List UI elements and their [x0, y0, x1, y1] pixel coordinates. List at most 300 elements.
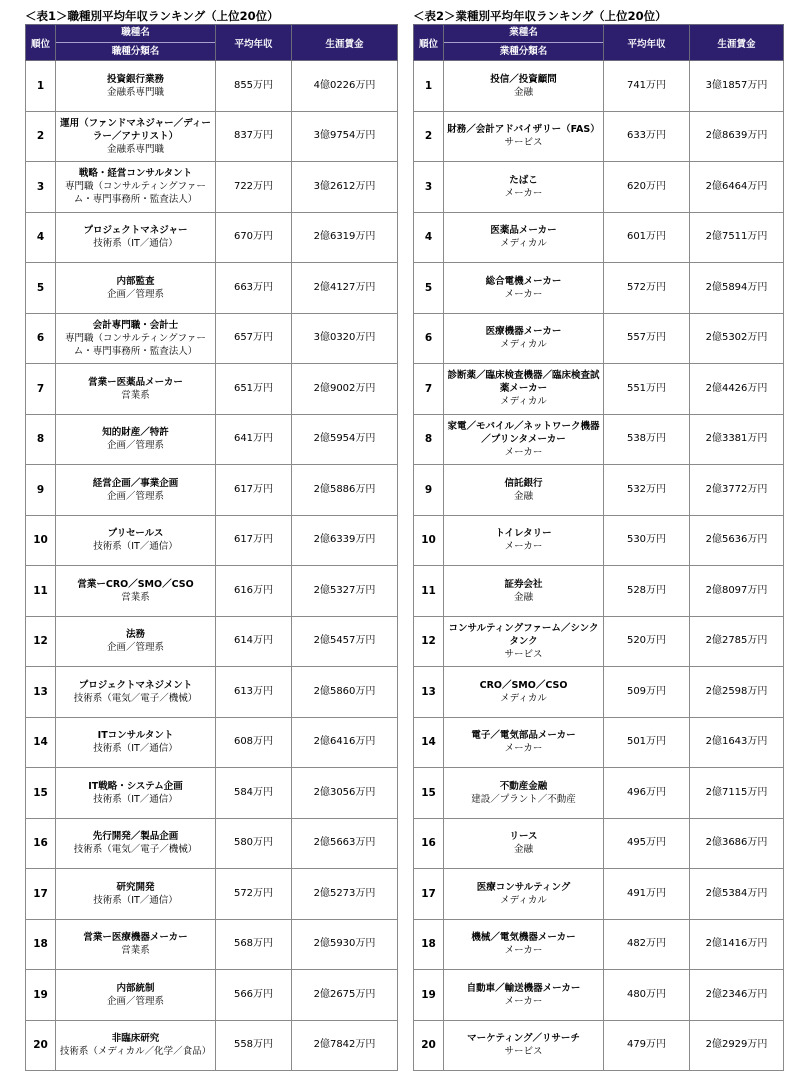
name-text: 自動車／輸送機器メーカー: [466, 982, 581, 994]
table-row: [414, 970, 784, 1021]
lifetime-wage-cell: 2億6464万円: [690, 162, 784, 213]
name-text: 営業ー医療機器メーカー: [83, 932, 188, 944]
category-text: メーカー: [504, 995, 543, 1007]
name-cell: [56, 1020, 216, 1071]
avg-salary-cell: 616万円: [216, 566, 292, 617]
category-text: メーカー: [504, 541, 543, 553]
rank-cell: 9: [414, 465, 444, 516]
category-text: 専門職（コンサルティングファーム・専門事務所・監査法人）: [65, 181, 206, 206]
job-ranking-panel: [25, 8, 397, 1071]
name-text: 営業ー医薬品メーカー: [88, 376, 183, 388]
avg-salary-cell: 855万円: [216, 61, 292, 112]
rank-cell: 3: [414, 162, 444, 213]
lifetime-wage-cell: 3億1857万円: [690, 61, 784, 112]
rank-cell: 5: [26, 263, 56, 314]
job-ranking-table: [25, 24, 398, 1071]
category-text: 技術系（IT／通信）: [93, 743, 178, 755]
avg-salary-cell: 551万円: [604, 364, 690, 415]
category-text: 金融: [513, 844, 533, 856]
lifetime-wage-cell: 2億3772万円: [690, 465, 784, 516]
name-text: プリセールス: [107, 528, 164, 540]
category-text: メディカル: [500, 339, 547, 351]
lifetime-wage-cell: 3億2612万円: [292, 162, 398, 213]
rank-cell: 9: [26, 465, 56, 516]
rank-cell: 18: [26, 919, 56, 970]
avg-salary-cell: 641万円: [216, 414, 292, 465]
avg-salary-cell: 633万円: [604, 111, 690, 162]
name-text: 家電／モバイル／ネットワーク機器／プリンタメーカー: [447, 420, 600, 445]
name-text: 会計専門職・会計士: [92, 319, 179, 331]
name-cell: [444, 465, 604, 516]
name-cell: [444, 1020, 604, 1071]
table-row: [414, 919, 784, 970]
name-cell: [444, 768, 604, 819]
rank-cell: 10: [414, 515, 444, 566]
name-text: 内部統制: [116, 982, 155, 994]
lifetime-wage-cell: 2億8097万円: [690, 566, 784, 617]
avg-salary-cell: 495万円: [604, 818, 690, 869]
lifetime-wage-cell: 2億5954万円: [292, 414, 398, 465]
table2-title: ＜表2＞業種別平均年収ランキング（上位20位）: [413, 9, 667, 23]
rank-cell: 15: [414, 768, 444, 819]
avg-salary-cell: 566万円: [216, 970, 292, 1021]
table-row: [414, 869, 784, 920]
table-row: [26, 869, 398, 920]
rank-cell: 17: [26, 869, 56, 920]
table-row: [26, 162, 398, 213]
lifetime-wage-cell: 2億2346万円: [690, 970, 784, 1021]
avg-salary-cell: 722万円: [216, 162, 292, 213]
category-text: 技術系（IT／通信）: [93, 793, 178, 805]
table1-header-avg: 平均年収: [216, 25, 292, 61]
avg-salary-cell: 614万円: [216, 616, 292, 667]
lifetime-wage-cell: 2億2598万円: [690, 667, 784, 718]
lifetime-wage-cell: 2億9002万円: [292, 364, 398, 415]
category-text: 金融: [513, 86, 533, 98]
rank-cell: 4: [26, 212, 56, 263]
category-text: 技術系（IT／通信）: [93, 238, 178, 250]
category-text: 企画／管理系: [106, 995, 164, 1007]
rank-cell: 2: [414, 111, 444, 162]
lifetime-wage-cell: 2億4127万円: [292, 263, 398, 314]
name-cell: [56, 263, 216, 314]
category-text: 建設／プラント／不動産: [471, 793, 576, 805]
rank-cell: 4: [414, 212, 444, 263]
lifetime-wage-cell: 2億5860万円: [292, 667, 398, 718]
name-cell: [56, 515, 216, 566]
rank-cell: 16: [26, 818, 56, 869]
lifetime-wage-cell: 2億7842万円: [292, 1020, 398, 1071]
table-row: [26, 970, 398, 1021]
avg-salary-cell: 501万円: [604, 717, 690, 768]
name-cell: [444, 970, 604, 1021]
avg-salary-cell: 530万円: [604, 515, 690, 566]
avg-salary-cell: 491万円: [604, 869, 690, 920]
avg-salary-cell: 509万円: [604, 667, 690, 718]
lifetime-wage-cell: 2億5930万円: [292, 919, 398, 970]
lifetime-wage-cell: 2億4426万円: [690, 364, 784, 415]
rank-cell: 12: [414, 616, 444, 667]
lifetime-wage-cell: 2億6416万円: [292, 717, 398, 768]
name-cell: [56, 869, 216, 920]
name-text: 投資銀行業務: [106, 73, 164, 85]
name-cell: [56, 364, 216, 415]
name-text: 機械／電気機器メーカー: [471, 932, 576, 944]
category-text: サービス: [504, 137, 543, 149]
name-text: 先行開発／製品企画: [92, 831, 179, 843]
name-cell: [56, 818, 216, 869]
rank-cell: 19: [26, 970, 56, 1021]
name-text: 経営企画／事業企画: [92, 477, 179, 489]
table2-header-avg: 平均年収: [604, 25, 690, 61]
table-row: [414, 616, 784, 667]
avg-salary-cell: 496万円: [604, 768, 690, 819]
table-row: [26, 364, 398, 415]
name-text: 証券会社: [504, 578, 543, 590]
industry-ranking-panel: [413, 8, 783, 1071]
avg-salary-cell: 613万円: [216, 667, 292, 718]
name-cell: [56, 667, 216, 718]
name-text: 戦略・経営コンサルタント: [78, 168, 193, 180]
name-cell: [56, 61, 216, 112]
lifetime-wage-cell: 2億3056万円: [292, 768, 398, 819]
name-text: トイレタリー: [495, 528, 552, 540]
table-row: [26, 111, 398, 162]
rank-cell: 2: [26, 111, 56, 162]
rank-cell: 10: [26, 515, 56, 566]
rank-cell: 7: [414, 364, 444, 415]
name-text: ITコンサルタント: [97, 730, 174, 742]
rank-cell: 13: [26, 667, 56, 718]
lifetime-wage-cell: 2億5636万円: [690, 515, 784, 566]
name-text: たばこ: [509, 174, 538, 186]
name-cell: [444, 61, 604, 112]
table-row: [414, 111, 784, 162]
rank-cell: 14: [414, 717, 444, 768]
category-text: 金融系専門職: [106, 143, 164, 155]
category-text: 技術系（電気／電子／機械）: [73, 844, 198, 856]
table1-header-category: 職種分類名: [56, 42, 215, 59]
avg-salary-cell: 617万円: [216, 465, 292, 516]
name-text: 医療コンサルティング: [476, 881, 571, 893]
avg-salary-cell: 479万円: [604, 1020, 690, 1071]
category-text: 技術系（IT／通信）: [93, 894, 178, 906]
rank-cell: 11: [26, 566, 56, 617]
lifetime-wage-cell: 2億2929万円: [690, 1020, 784, 1071]
lifetime-wage-cell: 2億5302万円: [690, 313, 784, 364]
name-cell: [444, 667, 604, 718]
name-cell: [56, 566, 216, 617]
name-text: マーケティング／リサーチ: [467, 1033, 580, 1045]
table2-body: [414, 61, 784, 1071]
table-row: [414, 364, 784, 415]
name-text: 非臨床研究: [111, 1033, 160, 1045]
lifetime-wage-cell: 3億9754万円: [292, 111, 398, 162]
avg-salary-cell: 580万円: [216, 818, 292, 869]
table-row: [26, 263, 398, 314]
name-cell: [444, 566, 604, 617]
lifetime-wage-cell: 2億5273万円: [292, 869, 398, 920]
rank-cell: 14: [26, 717, 56, 768]
rank-cell: 16: [414, 818, 444, 869]
name-text: 研究開発: [116, 881, 155, 893]
rank-cell: 3: [26, 162, 56, 213]
table-row: [26, 515, 398, 566]
avg-salary-cell: 741万円: [604, 61, 690, 112]
name-cell: [56, 212, 216, 263]
category-text: 営業系: [121, 945, 150, 957]
table-row: [26, 212, 398, 263]
table-row: [414, 313, 784, 364]
rank-cell: 19: [414, 970, 444, 1021]
table2-header-name-cell: [444, 25, 604, 61]
lifetime-wage-cell: 2億3686万円: [690, 818, 784, 869]
category-text: メーカー: [504, 743, 543, 755]
rank-cell: 12: [26, 616, 56, 667]
name-cell: [444, 515, 604, 566]
lifetime-wage-cell: 3億0320万円: [292, 313, 398, 364]
table-row: [414, 162, 784, 213]
table-row: [414, 212, 784, 263]
name-text: 医療機器メーカー: [485, 326, 562, 338]
table-row: [414, 768, 784, 819]
table2-header-category: 業種分類名: [444, 42, 603, 59]
lifetime-wage-cell: 2億5457万円: [292, 616, 398, 667]
name-cell: [56, 717, 216, 768]
lifetime-wage-cell: 2億6339万円: [292, 515, 398, 566]
name-text: 財務／会計アドバイザリー（FAS）: [447, 124, 600, 136]
table2-header-rank: 順位: [414, 25, 444, 61]
rank-cell: 5: [414, 263, 444, 314]
lifetime-wage-cell: 2億1416万円: [690, 919, 784, 970]
table-row: [414, 61, 784, 112]
name-text: IT戦略・システム企画: [88, 780, 183, 792]
lifetime-wage-cell: 2億5663万円: [292, 818, 398, 869]
table-row: [26, 717, 398, 768]
avg-salary-cell: 617万円: [216, 515, 292, 566]
category-text: 営業系: [121, 389, 150, 401]
category-text: 技術系（電気／電子／機械）: [73, 692, 198, 704]
name-cell: [56, 313, 216, 364]
rank-cell: 20: [414, 1020, 444, 1071]
avg-salary-cell: 601万円: [604, 212, 690, 263]
category-text: サービス: [504, 1046, 543, 1058]
avg-salary-cell: 558万円: [216, 1020, 292, 1071]
name-cell: [444, 818, 604, 869]
table1-title: ＜表1＞職種別平均年収ランキング（上位20位）: [25, 9, 279, 23]
lifetime-wage-cell: 2億6319万円: [292, 212, 398, 263]
avg-salary-cell: 670万円: [216, 212, 292, 263]
name-text: 営業ーCRO／SMO／CSO: [77, 578, 194, 590]
name-text: プロジェクトマネジャー: [83, 225, 188, 237]
industry-ranking-table: [413, 24, 784, 1071]
table1-header-name-cell: [56, 25, 216, 61]
table-row: [414, 515, 784, 566]
name-cell: [56, 465, 216, 516]
category-text: 企画／管理系: [106, 440, 164, 452]
table-row: [26, 313, 398, 364]
avg-salary-cell: 538万円: [604, 414, 690, 465]
avg-salary-cell: 572万円: [604, 263, 690, 314]
name-cell: [56, 970, 216, 1021]
avg-salary-cell: 837万円: [216, 111, 292, 162]
name-text: 診断薬／臨床検査機器／臨床検査試薬メーカー: [447, 370, 600, 395]
name-cell: [56, 414, 216, 465]
rank-cell: 6: [26, 313, 56, 364]
table-row: [414, 717, 784, 768]
category-text: 金融: [513, 490, 533, 502]
table-row: [26, 919, 398, 970]
category-text: 金融系専門職: [106, 86, 164, 98]
lifetime-wage-cell: 2億1643万円: [690, 717, 784, 768]
category-text: メディカル: [500, 692, 547, 704]
avg-salary-cell: 620万円: [604, 162, 690, 213]
name-text: 信託銀行: [504, 477, 543, 489]
category-text: 企画／管理系: [106, 288, 164, 300]
table-row: [26, 768, 398, 819]
rank-cell: 8: [26, 414, 56, 465]
rank-cell: 8: [414, 414, 444, 465]
category-text: メーカー: [504, 446, 543, 458]
name-text: 運用（ファンドマネジャー／ディーラー／アナリスト）: [60, 117, 211, 142]
avg-salary-cell: 651万円: [216, 364, 292, 415]
category-text: 金融: [513, 591, 533, 603]
name-cell: [444, 616, 604, 667]
avg-salary-cell: 584万円: [216, 768, 292, 819]
table-row: [26, 616, 398, 667]
table2-header-row: [414, 25, 784, 61]
category-text: サービス: [504, 648, 543, 660]
avg-salary-cell: 480万円: [604, 970, 690, 1021]
category-text: メディカル: [500, 396, 547, 408]
table1-header-lifetime: 生涯賃金: [292, 25, 398, 61]
rank-cell: 11: [414, 566, 444, 617]
lifetime-wage-cell: 2億7115万円: [690, 768, 784, 819]
table2-header-lifetime: 生涯賃金: [690, 25, 784, 61]
name-text: CRO／SMO／CSO: [479, 679, 568, 691]
rank-cell: 7: [26, 364, 56, 415]
name-cell: [444, 919, 604, 970]
name-cell: [56, 919, 216, 970]
avg-salary-cell: 557万円: [604, 313, 690, 364]
name-cell: [444, 364, 604, 415]
name-text: 知的財産／特許: [102, 427, 169, 439]
name-cell: [444, 212, 604, 263]
rank-cell: 13: [414, 667, 444, 718]
avg-salary-cell: 482万円: [604, 919, 690, 970]
name-cell: [444, 717, 604, 768]
table-row: [414, 1020, 784, 1071]
category-text: 専門職（コンサルティングファーム・専門事務所・監査法人）: [65, 332, 206, 357]
category-text: メーカー: [504, 288, 543, 300]
name-cell: [56, 111, 216, 162]
category-text: 企画／管理系: [106, 490, 164, 502]
avg-salary-cell: 532万円: [604, 465, 690, 516]
name-cell: [444, 414, 604, 465]
table1-header-rank: 順位: [26, 25, 56, 61]
table-row: [26, 61, 398, 112]
name-text: 総合電機メーカー: [485, 275, 562, 287]
name-cell: [444, 313, 604, 364]
category-text: メディカル: [500, 238, 547, 250]
table-row: [26, 465, 398, 516]
avg-salary-cell: 608万円: [216, 717, 292, 768]
table-row: [414, 566, 784, 617]
name-cell: [444, 162, 604, 213]
table-row: [26, 414, 398, 465]
lifetime-wage-cell: 2億5327万円: [292, 566, 398, 617]
lifetime-wage-cell: 2億5384万円: [690, 869, 784, 920]
lifetime-wage-cell: 2億5886万円: [292, 465, 398, 516]
name-text: 電子／電気部品メーカー: [471, 730, 576, 742]
name-text: リース: [509, 831, 538, 843]
category-text: メディカル: [500, 894, 547, 906]
category-text: 技術系（IT／通信）: [93, 541, 178, 553]
rank-cell: 1: [26, 61, 56, 112]
table2-header-name: 業種名: [509, 27, 538, 38]
table-row: [414, 465, 784, 516]
table-row: [26, 566, 398, 617]
name-cell: [444, 869, 604, 920]
avg-salary-cell: 572万円: [216, 869, 292, 920]
lifetime-wage-cell: 2億5894万円: [690, 263, 784, 314]
rank-cell: 15: [26, 768, 56, 819]
name-text: プロジェクトマネジメント: [78, 679, 193, 691]
rank-cell: 18: [414, 919, 444, 970]
avg-salary-cell: 528万円: [604, 566, 690, 617]
avg-salary-cell: 568万円: [216, 919, 292, 970]
table-row: [414, 414, 784, 465]
name-text: 医薬品メーカー: [490, 225, 557, 237]
category-text: メーカー: [504, 945, 543, 957]
category-text: メーカー: [504, 187, 543, 199]
table-row: [26, 1020, 398, 1071]
table1-body: [26, 61, 398, 1071]
name-cell: [56, 768, 216, 819]
lifetime-wage-cell: 2億2785万円: [690, 616, 784, 667]
table-row: [26, 667, 398, 718]
rank-cell: 6: [414, 313, 444, 364]
name-text: 投信／投資顧問: [490, 73, 557, 85]
lifetime-wage-cell: 2億2675万円: [292, 970, 398, 1021]
table-row: [26, 818, 398, 869]
name-cell: [56, 616, 216, 667]
name-text: 内部監査: [116, 275, 155, 287]
lifetime-wage-cell: 2億8639万円: [690, 111, 784, 162]
category-text: 技術系（メディカル／化学／食品）: [59, 1046, 212, 1058]
table-row: [414, 263, 784, 314]
name-cell: [56, 162, 216, 213]
name-text: 不動産金融: [499, 780, 548, 792]
table-row: [414, 818, 784, 869]
name-text: 法務: [125, 629, 145, 641]
avg-salary-cell: 520万円: [604, 616, 690, 667]
lifetime-wage-cell: 4億0226万円: [292, 61, 398, 112]
lifetime-wage-cell: 2億3381万円: [690, 414, 784, 465]
rank-cell: 20: [26, 1020, 56, 1071]
name-text: コンサルティングファーム／シンクタンク: [448, 622, 599, 647]
category-text: 営業系: [121, 591, 150, 603]
avg-salary-cell: 657万円: [216, 313, 292, 364]
name-cell: [444, 263, 604, 314]
table1-header-name: 職種名: [121, 27, 150, 38]
rank-cell: 1: [414, 61, 444, 112]
table-row: [414, 667, 784, 718]
lifetime-wage-cell: 2億7511万円: [690, 212, 784, 263]
rank-cell: 17: [414, 869, 444, 920]
avg-salary-cell: 663万円: [216, 263, 292, 314]
category-text: 企画／管理系: [106, 642, 164, 654]
